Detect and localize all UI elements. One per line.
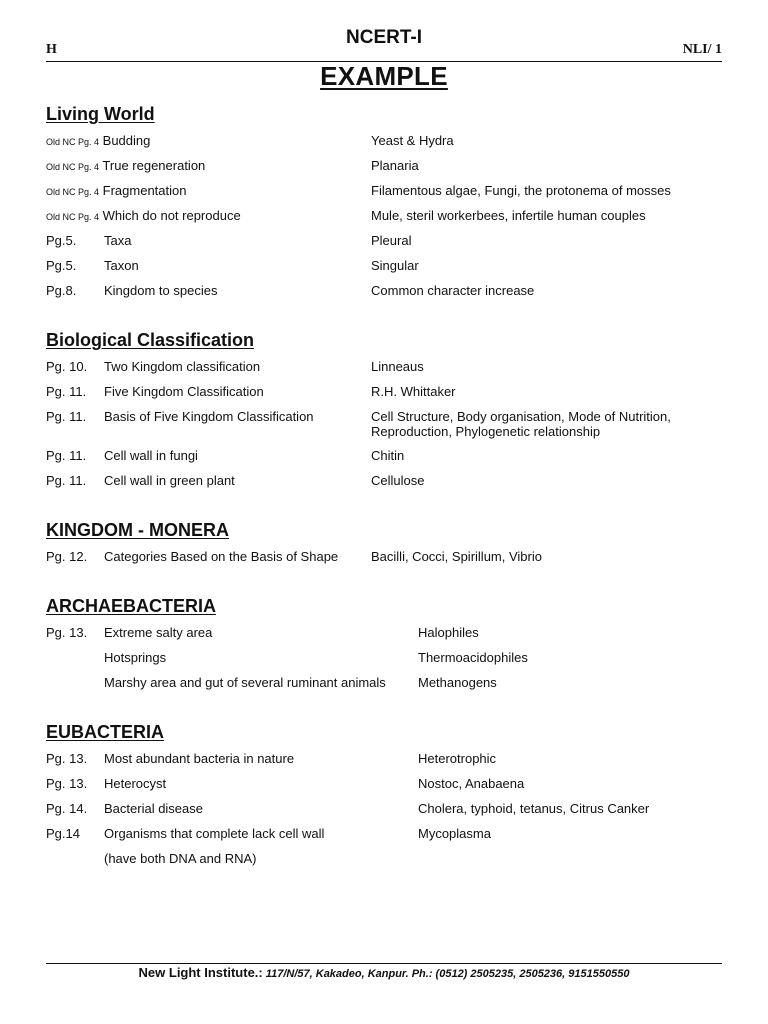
page-reference: Pg. 11. [46,473,87,488]
topic-text: Kingdom to species [104,283,218,298]
topic-text: Bacterial disease [104,801,203,816]
answer-text: Halophiles [418,625,479,640]
answer-text: Bacilli, Cocci, Spirillum, Vibrio [371,549,542,564]
topic-text: Taxa [104,233,132,248]
page-reference: Pg. 10. [46,359,88,374]
table-row [46,851,722,876]
page-reference: Pg.5. [46,258,77,273]
topic-text: Organisms that complete lack cell wall [104,826,325,841]
topic-text: Five Kingdom Classification [104,384,264,399]
footer-institute-name: New Light Institute.: [138,965,263,980]
topic-text: Cell wall in fungi [104,448,198,463]
sections-container [46,102,722,896]
topic-text: Budding [102,133,151,148]
header-series-title: NCERT-I [346,27,422,48]
table-row [46,233,722,258]
page-reference: Old NC Pg. 4 [46,212,100,222]
page-reference: Pg. 13. [46,625,88,640]
answer-text: Mule, steril workerbees, infertile human couples [371,208,646,223]
section-heading: ARCHAEBACTERIA [46,596,216,616]
section-heading: Living World [46,104,155,124]
table-row [46,776,722,801]
topic-text: Basis of Five Kingdom Classification [104,409,314,424]
topic-text: Fragmentation [102,183,187,198]
topic-text: (have both DNA and RNA) [104,851,257,866]
page-reference: Pg. 13. [46,751,88,766]
topic-text: Marshy area and gut of several ruminant animals [104,675,386,690]
page-reference [46,650,104,675]
table-row [46,650,722,675]
footer-address: 117/N/57, Kakadeo, Kanpur. Ph.: (0512) 2505235, 2505236, 9151550550 [262,968,630,980]
answer-text: Yeast & Hydra [371,133,454,148]
answer-text: Chitin [371,448,405,463]
topic-text: Taxon [104,258,139,273]
page-reference: Pg. 11. [46,409,87,424]
section-biological-classification [46,328,722,498]
topic-text: Two Kingdom classification [104,359,261,374]
answer-text: Thermoacidophiles [418,650,528,665]
section-heading: KINGDOM - MONERA [46,520,229,540]
section-kingdom-monera [46,518,722,574]
answer-text: Nostoc, Anabaena [418,776,525,791]
page-reference [46,851,104,876]
topic-text: Most abundant bacteria in nature [104,751,295,766]
page-reference: Pg.5. [46,233,77,248]
answer-text: Mycoplasma [418,826,491,841]
section-living-world [46,102,722,308]
page-reference: Pg. 11. [46,384,87,399]
table-row [46,208,722,233]
header-left-code: H [46,42,57,57]
table-row [46,409,722,448]
page-reference: Old NC Pg. 4 [46,162,100,172]
answer-text: Methanogens [418,675,497,690]
page-reference: Pg. 11. [46,448,87,463]
topic-text: True regeneration [102,158,206,173]
section-archaebacteria [46,594,722,700]
table-row [46,801,722,826]
answer-text: Singular [371,258,419,273]
table-row [46,751,722,776]
topic-text: Extreme salty area [104,625,213,640]
topic-text: Which do not reproduce [102,208,241,223]
table-row [46,133,722,158]
topic-text: Categories Based on the Basis of Shape [104,549,339,564]
page-reference: Pg. 12. [46,549,88,564]
page-reference [46,675,104,700]
footer-rule [46,963,722,964]
table-row [46,675,722,700]
table-row [46,158,722,183]
topic-text: Heterocyst [104,776,167,791]
document-title: EXAMPLE [320,61,448,91]
table-row [46,183,722,208]
table-row [46,283,722,308]
table-row [46,549,722,574]
table-row [46,258,722,283]
section-heading: Biological Classification [46,330,255,350]
answer-text: Pleural [371,233,412,248]
page-reference: Pg. 14. [46,801,88,816]
answer-text: R.H. Whittaker [371,384,456,399]
table-row [46,625,722,650]
section-eubacteria [46,720,722,876]
document-page [46,0,722,1024]
answer-text [418,851,722,876]
table-row [46,448,722,473]
answer-text: Heterotrophic [418,751,497,766]
answer-text: Common character increase [371,283,535,298]
topic-text: Hotsprings [104,650,167,665]
table-row [46,384,722,409]
answer-text: Planaria [371,158,419,173]
answer-text: Linneaus [371,359,424,374]
topic-text: Cell wall in green plant [104,473,235,488]
page-reference: Pg.14 [46,826,80,841]
answer-text: Cellulose [371,473,425,488]
table-row [46,473,722,498]
answer-text: Cholera, typhoid, tetanus, Citrus Canker [418,801,650,816]
answer-text: Filamentous algae, Fungi, the protonema of mosses [371,183,671,198]
page-reference: Old NC Pg. 4 [46,137,100,147]
page-reference: Pg.8. [46,283,77,298]
footer [46,965,722,980]
page-reference: Pg. 13. [46,776,88,791]
header-page-code: NLI/ 1 [682,42,722,57]
table-row [46,359,722,384]
section-heading: EUBACTERIA [46,722,165,742]
page-reference: Old NC Pg. 4 [46,187,100,197]
table-row [46,826,722,851]
answer-text: Cell Structure, Body organisation, Mode of Nutrition, Reproduction, Phylogenetic relationship [371,409,671,439]
